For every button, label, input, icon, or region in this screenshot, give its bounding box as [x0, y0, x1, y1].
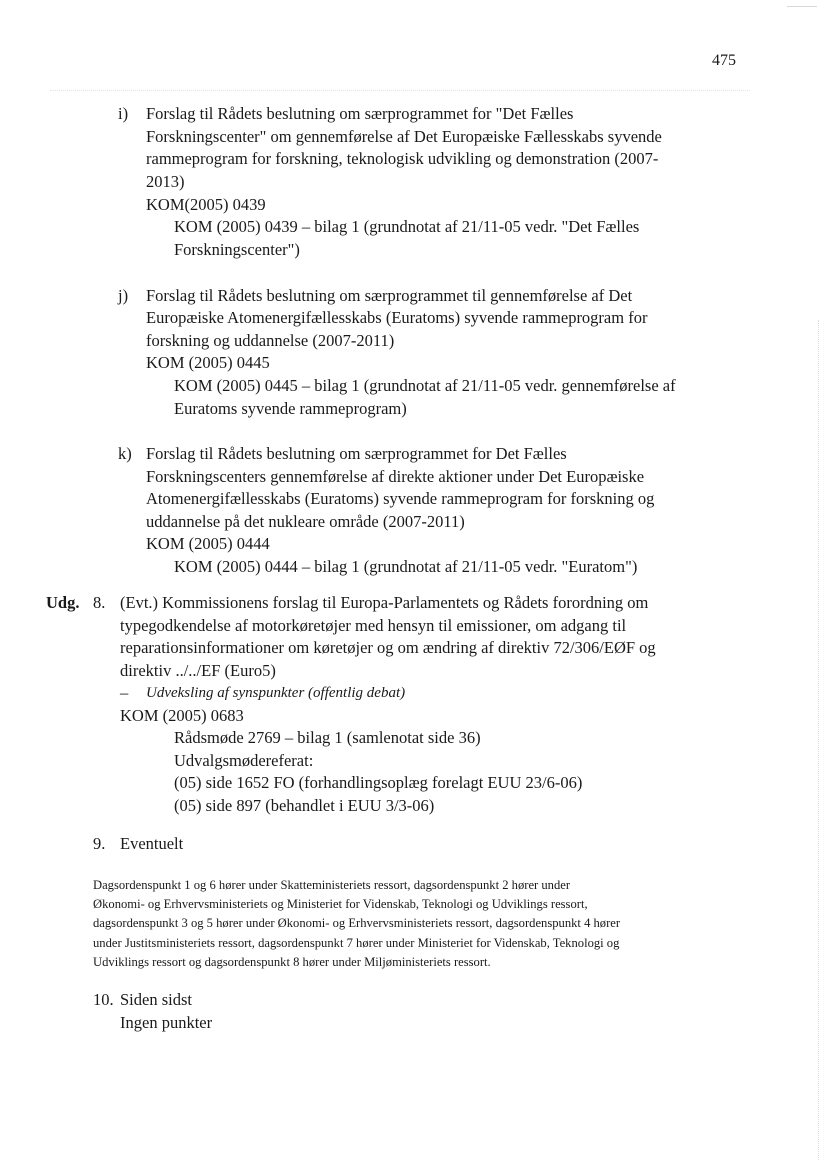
item-9-title: Eventuelt [120, 834, 184, 853]
item-j-line: Europæiske Atomenergifællesskabs (Euratoms) syvende rammeprogram for [146, 308, 648, 327]
item-9-number: 9. [93, 834, 106, 853]
item-10-body: Ingen punkter [120, 1013, 213, 1032]
note-line: dagsordenspunkt 3 og 5 hører under Økonomi- og Erhvervsministeriets ressort, dagsordenspunkt 4 hører [93, 916, 621, 930]
item-i-line: Forskningscenter" om gennemførelse af Det Europæiske Fællesskabs syvende [146, 127, 662, 146]
scan-edge-mark [787, 6, 817, 7]
item-10-number: 10. [93, 990, 114, 1009]
item-i-line: rammeprogram for forskning, teknologisk udvikling og demonstration (2007- [146, 149, 659, 168]
note-line: under Justitsministeriets ressort, dagsordenspunkt 7 hører under Ministeriet for Videnskab, Teknologi og [93, 936, 620, 950]
item-k-line: uddannelse på det nukleare område (2007-2011) [146, 512, 465, 531]
item-8-dash: – [120, 683, 129, 702]
item-k-line: Forskningscenters gennemførelse af direkte aktioner under Det Europæiske [146, 467, 645, 486]
item-8-sub: Udvalgsmødereferat: [174, 751, 314, 770]
item-i-label: i) [118, 104, 129, 123]
item-k-kom: KOM (2005) 0444 [146, 534, 270, 553]
item-j-bilag: KOM (2005) 0445 – bilag 1 (grundnotat af 21/11-05 vedr. gennemførelse af [174, 376, 676, 395]
item-8-number: 8. [93, 593, 106, 612]
item-i-bilag: Forskningscenter") [174, 240, 300, 259]
scan-margin-line [818, 320, 819, 1160]
item-8-exchange: Udveksling af synspunkter (offentlig debat) [146, 685, 406, 701]
page-number: 475 [712, 52, 736, 69]
item-8-sub: (05) side 1652 FO (forhandlingsoplæg forelagt EUU 23/6-06) [174, 773, 583, 792]
item-i-line: Forslag til Rådets beslutning om særprogrammet for "Det Fælles [146, 104, 574, 123]
item-8-line: typegodkendelse af motorkøretøjer med hensyn til emissioner, om adgang til [120, 616, 627, 635]
item-k-line: Atomenergifællesskabs (Euratoms) syvende rammeprogram for forskning og [146, 489, 655, 508]
item-i-line: 2013) [146, 172, 185, 191]
note-line: Udviklings ressort og dagsordenspunkt 8 hører under Miljøministeriets ressort. [93, 955, 491, 969]
item-8-line: (Evt.) Kommissionens forslag til Europa-Parlamentets og Rådets forordning om [120, 593, 649, 612]
item-10-title: Siden sidst [120, 990, 192, 1009]
item-i-bilag: KOM (2005) 0439 – bilag 1 (grundnotat af 21/11-05 vedr. "Det Fælles [174, 217, 640, 236]
item-8-line: direktiv ../../EF (Euro5) [120, 661, 276, 680]
note-line: Dagsordenspunkt 1 og 6 hører under Skatteministeriets ressort, dagsordenspunkt 2 hører under [93, 878, 571, 892]
item-j-line: Forslag til Rådets beslutning om særprogrammet til gennemførelse af Det [146, 286, 633, 305]
item-j-kom: KOM (2005) 0445 [146, 353, 270, 372]
item-8-sub: Rådsmøde 2769 – bilag 1 (samlenotat side 36) [174, 728, 481, 747]
item-j-line: forskning og uddannelse (2007-2011) [146, 331, 395, 350]
item-k-line: Forslag til Rådets beslutning om særprogrammet for Det Fælles [146, 444, 567, 463]
scan-dotted-line [50, 90, 750, 91]
item-j-bilag: Euratoms syvende rammeprogram) [174, 399, 407, 418]
item-j-label: j) [118, 286, 129, 305]
note-line: Økonomi- og Erhvervsministeriets og Ministeriet for Videnskab, Teknologi og Udviklings ressort, [93, 897, 588, 911]
margin-label-udg: Udg. [46, 593, 80, 612]
item-8-line: reparationsinformationer om køretøjer og om ændring af direktiv 72/306/EØF og [120, 638, 656, 657]
item-8-kom: KOM (2005) 0683 [120, 706, 244, 725]
item-8-sub: (05) side 897 (behandlet i EUU 3/3-06) [174, 796, 435, 815]
item-k-bilag: KOM (2005) 0444 – bilag 1 (grundnotat af 21/11-05 vedr. "Euratom") [174, 557, 638, 576]
item-i-kom: KOM(2005) 0439 [146, 195, 266, 214]
item-k-label: k) [118, 444, 132, 463]
